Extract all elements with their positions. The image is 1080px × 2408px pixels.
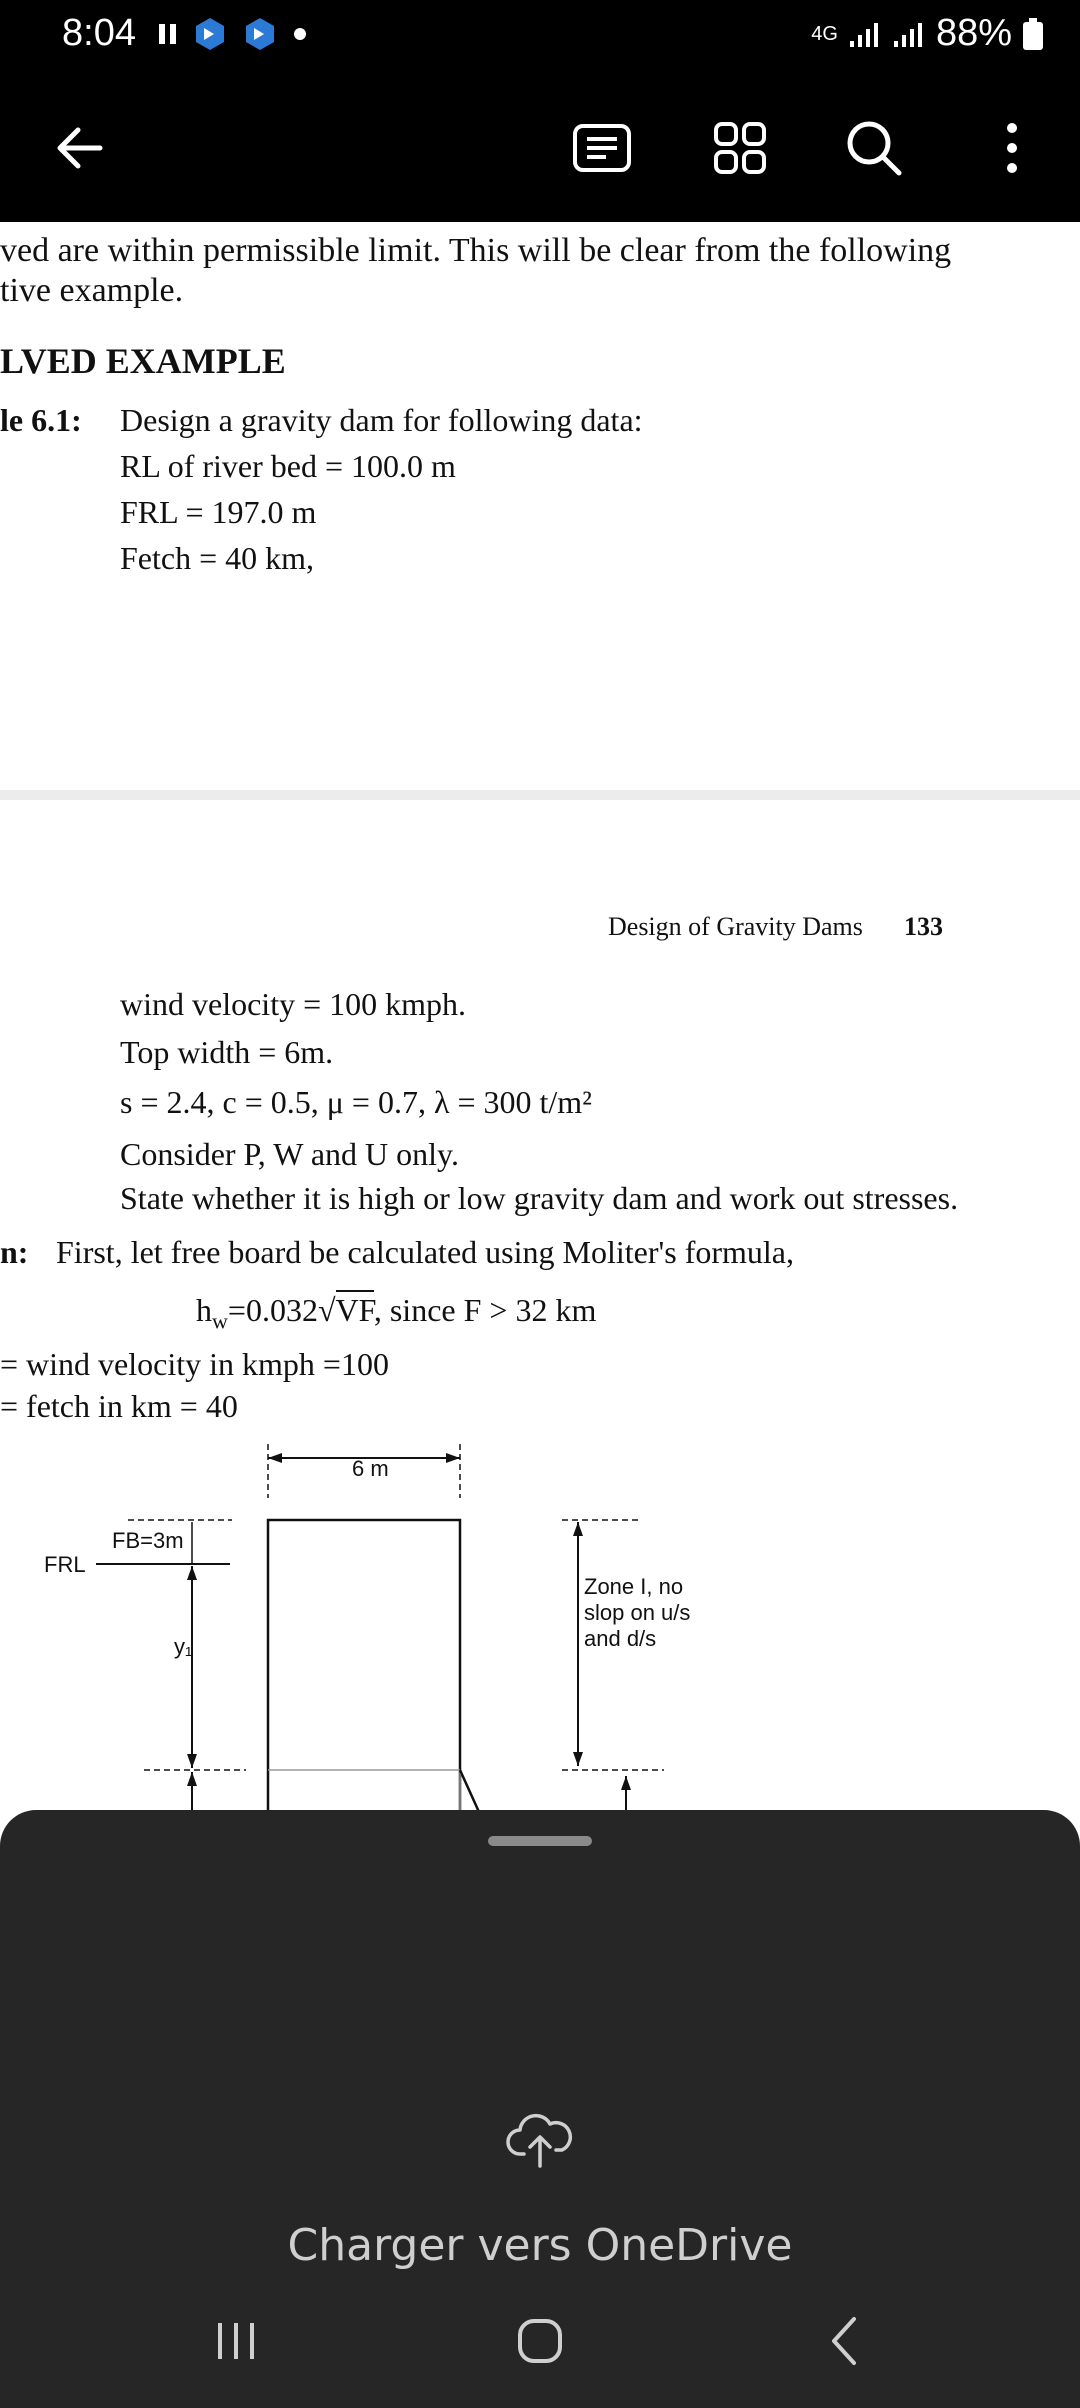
- zone1-label: Zone I, no: [584, 1574, 684, 1599]
- nav-home-button[interactable]: [500, 2306, 580, 2376]
- top-width-label: 6 m: [352, 1456, 389, 1481]
- zone1-label: slop on u/s: [584, 1600, 691, 1625]
- network-type: 4G: [811, 22, 838, 45]
- arrow-left-icon: [52, 120, 108, 176]
- arrow-head: [621, 1776, 631, 1790]
- page-grid-button[interactable]: [704, 112, 776, 184]
- search-icon: [845, 119, 903, 177]
- example-label: le 6.1:: [0, 402, 82, 438]
- freeboard-label: FB=3m: [112, 1528, 184, 1553]
- sqrt-symbol: √: [317, 1292, 336, 1328]
- nav-back-button[interactable]: [804, 2306, 884, 2376]
- y1-label: y₁: [174, 1634, 193, 1659]
- signal-icon: [848, 19, 882, 49]
- top-toolbar: [0, 72, 1080, 222]
- dam-section-diagram: [0, 222, 1080, 2032]
- problem-line: s = 2.4, c = 0.5, μ = 0.7, λ = 300 t/m²: [120, 1084, 592, 1120]
- page1-text-line: ved are within permissible limit. This will be clear from the following: [0, 232, 952, 269]
- battery-percent: 88%: [935, 12, 1012, 54]
- status-notification-icons: [158, 16, 308, 52]
- recent-apps-icon: [214, 2319, 258, 2363]
- formula-root: VF: [335, 1292, 374, 1328]
- sheet-drag-handle[interactable]: [488, 1836, 592, 1846]
- arrow-head: [268, 1453, 282, 1463]
- formula-rhs: , since F > 32 km: [373, 1292, 597, 1328]
- upload-onedrive-label: Charger vers OneDrive: [287, 2220, 793, 2271]
- definition-line: = wind velocity in kmph =100: [0, 1346, 389, 1382]
- arrow-head: [573, 1522, 583, 1536]
- more-options-button[interactable]: [976, 112, 1048, 184]
- problem-line: wind velocity = 100 kmph.: [120, 986, 467, 1022]
- grid-icon: [712, 120, 768, 176]
- cloud-upload-icon: [506, 2110, 574, 2168]
- arrow-head: [573, 1752, 583, 1766]
- definition-line: = fetch in km = 40: [0, 1388, 238, 1424]
- frl-label: FRL: [44, 1552, 86, 1577]
- example-data: Fetch = 40 km,: [120, 540, 315, 576]
- formula-mid: =0.032: [227, 1292, 318, 1328]
- search-button[interactable]: [838, 112, 910, 184]
- arrow-head: [446, 1453, 460, 1463]
- more-vert-icon: [1002, 120, 1022, 176]
- zone1-label: and d/s: [584, 1626, 657, 1651]
- nav-recents-button[interactable]: [196, 2306, 276, 2376]
- page-header: Design of Gravity Dams: [608, 912, 863, 941]
- arrow-head: [187, 1566, 197, 1580]
- status-time: 8:04: [62, 12, 136, 54]
- status-right: [811, 12, 1044, 55]
- page-number: 133: [904, 912, 943, 941]
- arrow-head: [187, 1772, 197, 1786]
- problem-line: State whether it is high or low gravity dam and work out stresses.: [120, 1180, 959, 1216]
- app-notification-icon: [192, 16, 228, 52]
- text-view-icon: [572, 123, 632, 173]
- formula-subscript: w: [212, 1308, 228, 1334]
- problem-line: Top width = 6m.: [120, 1034, 334, 1070]
- example-data: FRL = 197.0 m: [120, 494, 317, 530]
- solution-label: n:: [0, 1234, 29, 1270]
- app-notification-icon-2: [242, 16, 278, 52]
- battery-icon: [1022, 17, 1044, 51]
- page1-text-line: tive example.: [0, 272, 184, 309]
- example-data: RL of river bed = 100.0 m: [120, 448, 456, 484]
- dot-icon: [292, 26, 308, 42]
- back-button[interactable]: [44, 112, 116, 184]
- pause-icon: [158, 21, 178, 47]
- formula-lhs: h: [196, 1292, 212, 1328]
- home-icon: [516, 2317, 564, 2365]
- reader-view-button[interactable]: [566, 112, 638, 184]
- pdf-document-view[interactable]: [0, 222, 1080, 2032]
- problem-line: Consider P, W and U only.: [120, 1136, 459, 1172]
- solution-text: First, let free board be calculated using Moliter's formula,: [56, 1234, 794, 1270]
- chevron-left-icon: [828, 2315, 860, 2367]
- arrow-head: [187, 1754, 197, 1768]
- example-title: Design a gravity dam for following data:: [120, 402, 643, 438]
- signal-icon-2: [892, 19, 926, 49]
- section-heading: LVED EXAMPLE: [0, 341, 286, 381]
- status-bar: [0, 0, 1080, 72]
